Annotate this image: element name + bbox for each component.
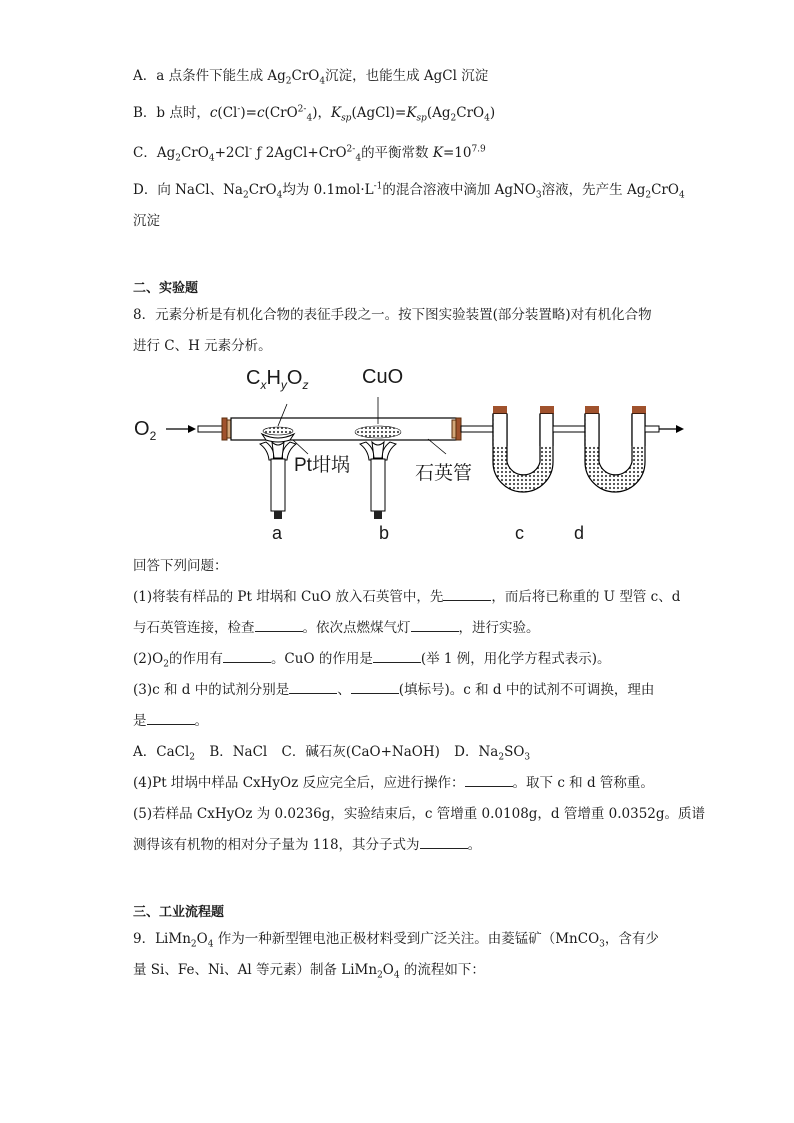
option-b: B．b 点时，c(Cl-)=c(CrO$^{2-}_4$)，$K_{sp}(AgCl)=K_{sp}(Ag_2CrO_4)$: [133, 104, 496, 124]
option-a: A．a 点条件下能生成 $Ag_2CrO_4$沉淀，也能生成 AgCl 沉淀: [133, 68, 489, 87]
option-c: C．$Ag_2CrO_4+2Cl^-$ ƒ 2AgCl+CrO$^{2-}_4$的平衡常数 $K=10^{7.9}$: [133, 144, 486, 164]
q8-part5-line1: (5)若样品 CxHyOz 为 0.0236g，实验结束后，c 管增重 0.0108g，d 管增重 0.0352g。质谱: [133, 806, 706, 822]
q8-options: A．CaCl$_2$ B．NaCl C．碱石灰(CaO+NaOH) D．$Na_2SO_3$: [133, 744, 531, 763]
o2-label: $O_2$: [134, 418, 157, 443]
q9-line1: 9．$LiMn_2O_4$ 作为一种新型锂电池正极材料受到广泛关注。由菱锰矿（MnCO$_3$，含有少: [133, 931, 659, 950]
q8-intro-1: 8．元素分析是有机化合物的表征手段之一。按下图实验装置(部分装置略)对有机化合物: [133, 307, 652, 323]
answer-prompt: 回答下列问题：: [133, 558, 228, 574]
apparatus-svg: [128, 362, 698, 547]
label-d: d: [574, 523, 585, 543]
pt-crucible-label: Pt坩埚: [294, 455, 350, 476]
burner-a: [260, 442, 296, 519]
option-d-cont: 沉淀: [133, 213, 160, 229]
apparatus-diagram: [128, 362, 698, 547]
q8-part4: (4)Pt 坩埚中样品 CxHyOz 反应完全后，应进行操作： 。取下 c 和 d 管称重。: [133, 775, 654, 791]
q8-part1-line1: (1)将装有样品的 Pt 坩埚和 CuO 放入石英管中，先 ，而后将已称重的 U 型管 c、d: [133, 589, 681, 605]
q8-part2: $(2)O_2$的作用有 。CuO 的作用是 (举 1 例，用化学方程式表示)。: [133, 651, 611, 670]
q8-part3-line2: 是 。: [133, 713, 208, 729]
sample-label: $C_xH_yO_z$: [246, 367, 309, 392]
q8-part3-line1: (3)c 和 d 中的试剂分别是 、 (填标号)。c 和 d 中的试剂不可调换，理由: [133, 682, 655, 698]
section-heading-experiment: 二、实验题: [133, 281, 199, 296]
q8-part1-line2: 与石英管连接，检查 。依次点燃煤气灯 ，进行实验。: [133, 620, 540, 636]
u-tube-c: [493, 406, 554, 492]
burner-b: [360, 442, 396, 519]
q8-part5-line2: 测得该有机物的相对分子量为 118，其分子式为 。: [133, 837, 482, 853]
cuo-label: CuO: [362, 366, 404, 388]
label-a: a: [272, 523, 283, 543]
q8-intro-2: 进行 C、H 元素分析。: [133, 338, 272, 354]
cuo-pile: [355, 426, 401, 438]
section-heading-industrial: 三、工业流程题: [133, 905, 225, 920]
option-d: D．向 NaCl、$Na_2CrO_4$均为 $0.1mol\cdot L^{-1}$的混合溶液中滴加 AgNO$_3$溶液，先产生 $Ag_2CrO_4$: [133, 181, 685, 201]
label-b: b: [379, 523, 390, 543]
quartz-tube-label: 石英管: [415, 463, 473, 484]
q9-line2: 量 Si、Fe、Ni、Al 等元素）制备 $LiMn_2O_4$ 的流程如下：: [133, 962, 485, 981]
u-tube-d: [585, 406, 646, 492]
label-c: c: [515, 523, 524, 543]
sample-powder: [263, 427, 293, 435]
